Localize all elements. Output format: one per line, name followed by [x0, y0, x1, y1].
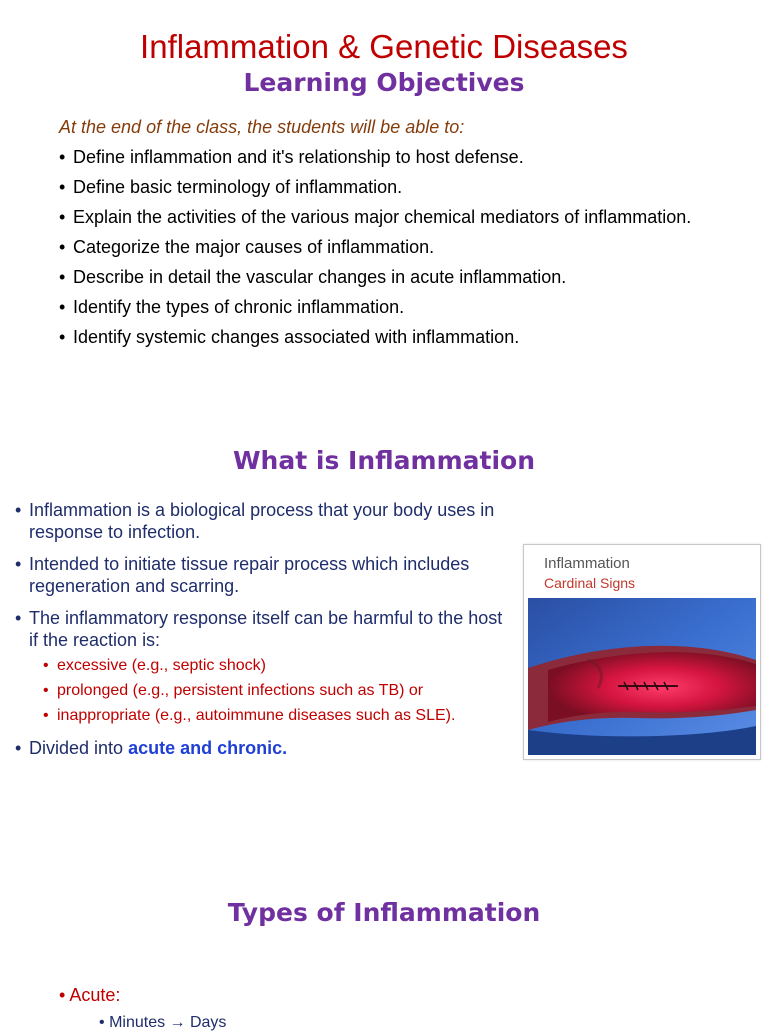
bullet-icon: • — [15, 608, 22, 628]
acute-chronic-highlight: acute and chronic. — [128, 738, 288, 758]
objectives-intro: At the end of the class, the students will be able to: — [59, 117, 465, 137]
harmful-reaction-item: • prolonged (e.g., persistent infections such as TB) or — [43, 680, 515, 702]
type-item-acute: • Acute: — [59, 985, 121, 1005]
bullet-icon: • — [59, 147, 66, 167]
objective-item: • Describe in detail the vascular changes in acute inflammation. — [59, 267, 567, 287]
figure-title: Inflammation — [544, 555, 630, 572]
harmful-reaction-list — [29, 655, 515, 727]
figure-subtitle: Cardinal Signs — [544, 575, 636, 591]
inflamed-arm-photo — [528, 598, 756, 755]
bullet-icon: • — [59, 237, 66, 257]
bullet-icon: • — [15, 500, 22, 520]
bullet-icon: • — [15, 554, 22, 574]
bullet-icon: • — [59, 327, 66, 347]
bullet-icon: • — [99, 1014, 105, 1031]
learning-objectives-heading: Learning Objectives — [243, 68, 525, 97]
what-is-inflammation-heading: What is Inflammation — [232, 446, 535, 475]
types-list — [59, 985, 226, 1032]
document-title: Inflammation & Genetic Diseases — [140, 28, 628, 65]
definition-point: • The inflammatory response itself can be harmful to the host if the reaction is: • excessive (e.g., septic shock) • prolonged (e.g., persistent infections such as TB) or • inappropriate (e.g., autoimmune diseases such as SLE). — [15, 607, 515, 727]
bullet-icon: • — [59, 267, 66, 287]
bullet-icon: • — [59, 297, 66, 317]
definition-point: • Intended to initiate tissue repair process which includes regeneration and scarring. — [15, 554, 470, 596]
harmful-reaction-item: • excessive (e.g., septic shock) — [43, 655, 515, 677]
bullet-icon: • — [43, 707, 49, 724]
harmful-reaction-item: • inappropriate (e.g., autoimmune diseases such as SLE). — [43, 705, 515, 727]
bullet-icon: • — [15, 738, 22, 758]
bullet-icon: • — [59, 207, 66, 227]
what-is-inflammation-list — [15, 499, 515, 769]
objective-item: • Define inflammation and it's relationship to host defense. — [59, 147, 524, 167]
cardinal-signs-figure — [523, 544, 761, 760]
objective-item: • Categorize the major causes of inflammation. — [59, 237, 435, 257]
definition-point: • Inflammation is a biological process that your body uses in response to infection. — [15, 500, 495, 542]
types-of-inflammation-heading: Types of Inflammation — [227, 898, 541, 927]
definition-point: • Divided into acute and chronic. — [15, 738, 288, 758]
bullet-icon: • — [59, 177, 66, 197]
bullet-icon: • — [43, 682, 49, 699]
objective-item: • Explain the activities of the various major chemical mediators of inflammation. — [59, 207, 692, 227]
objective-item: • Identify the types of chronic inflammation. — [59, 297, 405, 317]
bullet-icon: • — [43, 657, 49, 674]
acute-duration: • Minutes → Days — [99, 1014, 227, 1031]
objective-item: • Identify systemic changes associated with inflammation. — [59, 327, 520, 347]
bullet-icon: • — [59, 985, 66, 1005]
objectives-list — [59, 146, 699, 356]
objective-item: • Define basic terminology of inflammation. — [59, 177, 403, 197]
